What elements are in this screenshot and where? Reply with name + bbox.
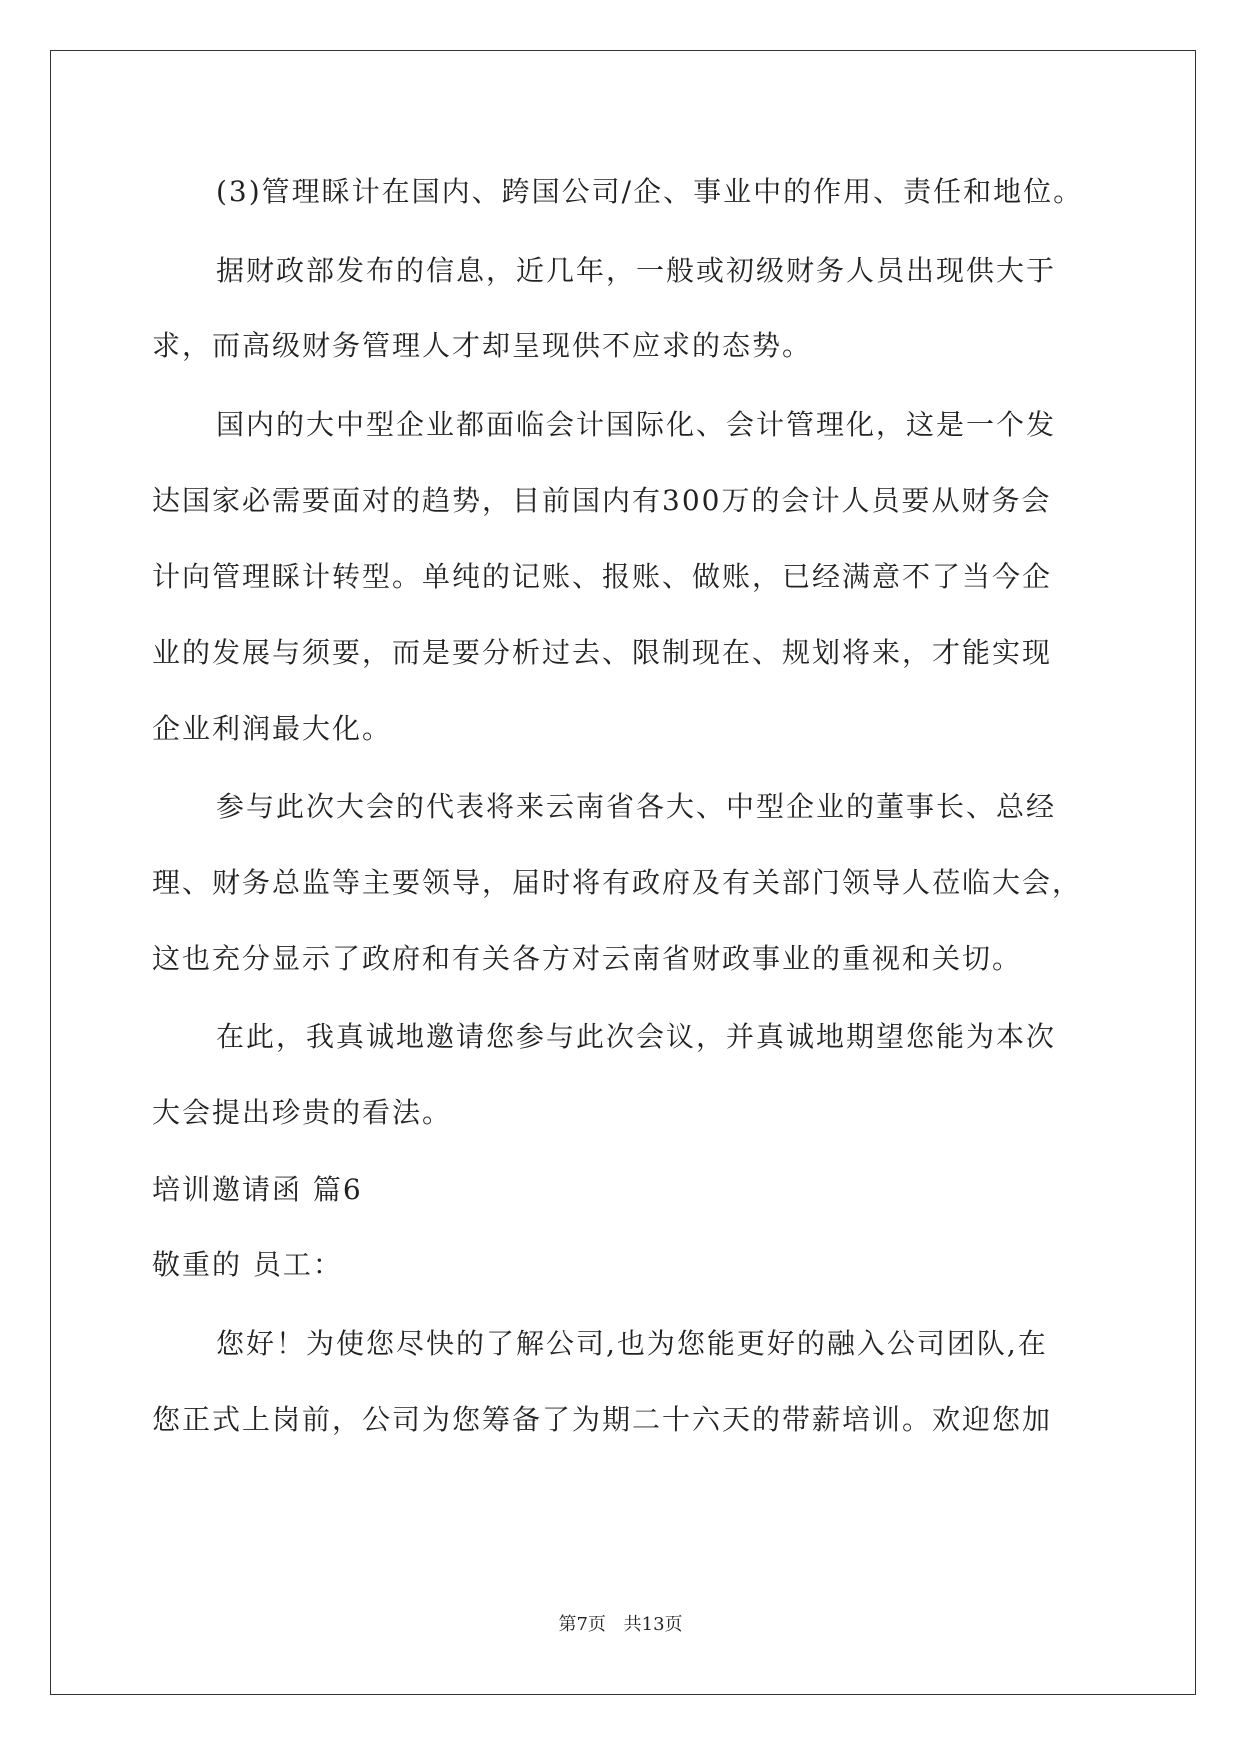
body-line-11: 这也充分显示了政府和有关各方对云南省财政事业的重视和关切。 bbox=[152, 942, 1023, 975]
body-line-6: 计向管理睬计转型。单纯的记账、报账、做账，已经满意不了当今企 bbox=[152, 560, 1053, 593]
page-total: 共13页 bbox=[623, 1614, 683, 1635]
section-heading: 培训邀请函 篇6 bbox=[152, 1173, 363, 1206]
body-line-10: 理、财务总监等主要领导，届时将有政府及有关部门领导人莅临大会， bbox=[152, 866, 1083, 899]
body-line-3: 求，而高级财务管理人才却呈现供不应求的态势。 bbox=[152, 329, 813, 362]
body-line-7: 业的发展与须要，而是要分析过去、限制现在、规划将来，才能实现 bbox=[152, 636, 1053, 669]
body-line-9: 参与此次大会的代表将来云南省各大、中型企业的董事长、总经 bbox=[216, 790, 1057, 823]
body-line-2: 据财政部发布的信息，近几年，一般或初级财务人员出现供大于 bbox=[216, 254, 1057, 287]
page-number: 第7页 bbox=[558, 1614, 606, 1635]
body-line-5: 达国家必需要面对的趋势，目前国内有300万的会计人员要从财务会 bbox=[152, 484, 1052, 517]
page-footer bbox=[0, 1613, 1241, 1637]
body-line-14: 您好！为使您尽快的了解公司,也为您能更好的融入公司团队,在 bbox=[216, 1327, 1048, 1360]
body-line-12: 在此，我真诚地邀请您参与此次会议，并真诚地期望您能为本次 bbox=[216, 1020, 1057, 1053]
body-line-8: 企业利润最大化。 bbox=[152, 712, 393, 745]
body-line-1: (3)管理睬计在国内、跨国公司/企、事业中的作用、责任和地位。 bbox=[216, 175, 1084, 208]
body-line-4: 国内的大中型企业都面临会计国际化、会计管理化，这是一个发 bbox=[216, 408, 1057, 441]
body-line-13: 大会提出珍贵的看法。 bbox=[152, 1096, 453, 1129]
body-line-15: 您正式上岗前，公司为您筹备了为期二十六天的带薪培训。欢迎您加 bbox=[152, 1403, 1053, 1436]
salutation: 敬重的 员工： bbox=[152, 1248, 343, 1281]
